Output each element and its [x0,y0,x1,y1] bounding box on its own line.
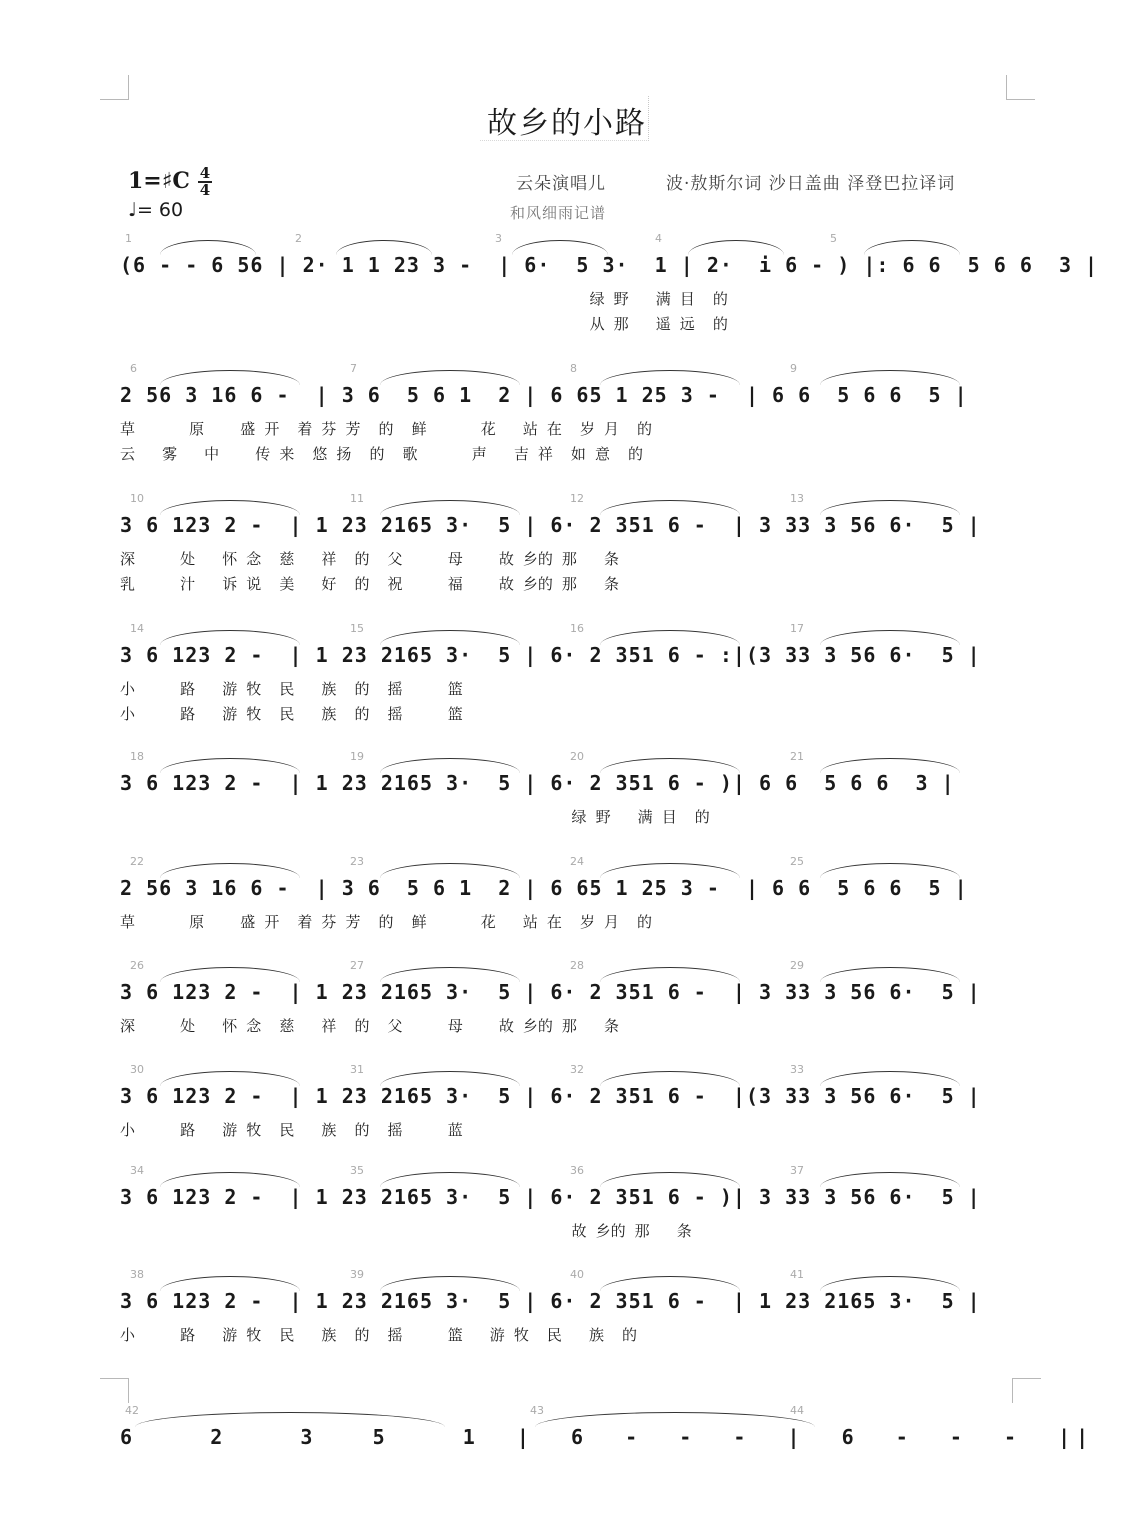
bar-number: 18 [130,750,144,763]
bar-number: 44 [790,1404,804,1417]
notation-line: 3 6 123 2 - | 1 23 2165 3· 5 | 6· 2 351 6 - )| 3 33 3 56 6· 5 | [120,1185,981,1209]
score-row [120,232,1099,360]
bar-number: 31 [350,1063,364,1076]
bar-number: 33 [790,1063,804,1076]
bar-number: 40 [570,1268,584,1281]
bar-number: 7 [350,362,357,375]
bar-number: 9 [790,362,797,375]
lyric-line-verse-1: 小 路 游 牧 民 族 的 摇 篮 [120,680,463,698]
notation-line: 3 6 123 2 - | 1 23 2165 3· 5 | 6· 2 351 6 - | 1 23 2165 3· 5 | [120,1289,981,1313]
bar-number: 36 [570,1164,584,1177]
slur [864,240,960,255]
slur [160,370,300,385]
bar-number: 32 [570,1063,584,1076]
bar-number: 34 [130,1164,144,1177]
bar-number: 4 [655,232,662,245]
crop-mark-top-right [1006,75,1035,100]
notation-line: 6 2 3 5 1 | 6 - - - | 6 - - - || [120,1425,1095,1449]
bar-number: 38 [130,1268,144,1281]
bar-number: 3 [495,232,502,245]
score-row [120,1404,1095,1532]
slur [820,370,960,385]
tempo-marking: ♩= 60 [128,199,184,221]
bar-number: 43 [530,1404,544,1417]
time-signature-top: 4 [199,164,211,182]
slur [820,630,960,645]
bar-number: 5 [830,232,837,245]
slur [380,758,520,773]
bar-number: 10 [130,492,144,505]
key-signature: 1=♯C [128,168,190,194]
notation-line: 3 6 123 2 - | 1 23 2165 3· 5 | 6· 2 351 6 - )| 6 6 5 6 6 3 | [120,771,955,795]
singer-credit: 云朵演唱儿 [516,174,606,194]
bar-number: 14 [130,622,144,635]
score-row [120,1268,1020,1396]
slur [600,758,740,773]
bar-number: 19 [350,750,364,763]
slur [600,630,740,645]
bar-number: 27 [350,959,364,972]
slur [820,758,960,773]
bar-number: 17 [790,622,804,635]
bar-number: 20 [570,750,584,763]
lyric-line-verse-2: 云 雾 中 传 来 悠 扬 的 歌 声 吉 祥 如 意 的 [120,445,644,463]
lyric-line-verse-1: 草 原 盛 开 着 芬 芳 的 鲜 花 站 在 岁 月 的 [120,913,653,931]
slur [380,630,520,645]
notation-line: 3 6 123 2 - | 1 23 2165 3· 5 | 6· 2 351 6 - | 3 33 3 56 6· 5 | [120,980,981,1004]
bar-number: 6 [130,362,137,375]
score-row [120,492,1020,620]
crop-mark-top-left [100,75,129,100]
slur [135,1412,445,1427]
bar-number: 26 [130,959,144,972]
bar-number: 42 [125,1404,139,1417]
bar-number: 28 [570,959,584,972]
bar-number: 2 [295,232,302,245]
lyric-line-verse-1: 草 原 盛 开 着 芬 芳 的 鲜 花 站 在 岁 月 的 [120,420,653,438]
bar-number: 30 [130,1063,144,1076]
page-title: 故乡的小路 [487,106,647,141]
lyric-line-verse-1: 绿 野 满 目 的 [120,290,728,308]
score-row [120,362,1020,490]
bar-number: 11 [350,492,364,505]
transcriber-credit: 和风细雨记谱 [510,204,607,222]
slur [535,1412,815,1427]
lyric-line-verse-1: 深 处 怀 念 慈 祥 的 父 母 故 乡的 那 条 [120,550,619,568]
notation-line: 2 56 3 16 6 - | 3 6 5 6 1 2 | 6 65 1 25 3 - | 6 6 5 6 6 5 | [120,876,968,900]
bar-number: 37 [790,1164,804,1177]
lyric-line-verse-1: 故 乡的 那 条 [120,1222,692,1240]
slur [512,240,608,255]
lyric-line-verse-1: 深 处 怀 念 慈 祥 的 父 母 故 乡的 那 条 [120,1017,619,1035]
slur [160,630,300,645]
bar-number: 25 [790,855,804,868]
bar-number: 8 [570,362,577,375]
notation-line: 2 56 3 16 6 - | 3 6 5 6 1 2 | 6 65 1 25 3 - | 6 6 5 6 6 5 | [120,383,968,407]
notation-line: 3 6 123 2 - | 1 23 2165 3· 5 | 6· 2 351 6 - | 3 33 3 56 6· 5 | [120,513,981,537]
slur [820,500,960,515]
bar-number: 15 [350,622,364,635]
lyric-line-verse-1: 小 路 游 牧 民 族 的 摇 篮 游 牧 民 族 的 [120,1326,638,1344]
bar-number: 21 [790,750,804,763]
slur [600,370,740,385]
bar-number: 29 [790,959,804,972]
bar-number: 23 [350,855,364,868]
notation-line: 3 6 123 2 - | 1 23 2165 3· 5 | 6· 2 351 6 - :|(3 33 3 56 6· 5 | [120,643,981,667]
bar-number: 12 [570,492,584,505]
time-signature [198,164,212,199]
lyric-line-verse-2: 乳 汁 诉 说 美 好 的 祝 福 故 乡的 那 条 [120,575,619,593]
bar-number: 22 [130,855,144,868]
notation-line: (6 - - 6 56 | 2· 1 1 23 3 - | 6· 5 3· 1 | 2· i 6 - ) |: 6 6 5 6 6 3 | [120,253,1099,277]
slur [336,240,432,255]
slur [160,758,300,773]
slur [688,240,784,255]
bar-number: 13 [790,492,804,505]
lyric-line-verse-1: 绿 野 满 目 的 [120,808,710,826]
notation-line: 3 6 123 2 - | 1 23 2165 3· 5 | 6· 2 351 6 - |(3 33 3 56 6· 5 | [120,1084,981,1108]
slur [160,240,256,255]
lyric-line-verse-2: 小 路 游 牧 民 族 的 摇 篮 [120,705,463,723]
bar-number: 35 [350,1164,364,1177]
lyric-line-verse-2: 从 那 遥 远 的 [120,315,728,333]
bar-number: 41 [790,1268,804,1281]
bar-number: 24 [570,855,584,868]
bar-number: 1 [125,232,132,245]
bar-number: 39 [350,1268,364,1281]
authors-credit: 波·敖斯尔词 沙日盖曲 泽登巴拉译词 [666,174,956,194]
slur [160,500,300,515]
slur [380,500,520,515]
slur [600,500,740,515]
time-signature-bottom: 4 [199,181,211,199]
lyric-line-verse-1: 小 路 游 牧 民 族 的 摇 蓝 [120,1121,463,1139]
score-row [120,622,1020,750]
bar-number: 16 [570,622,584,635]
slur [380,370,520,385]
